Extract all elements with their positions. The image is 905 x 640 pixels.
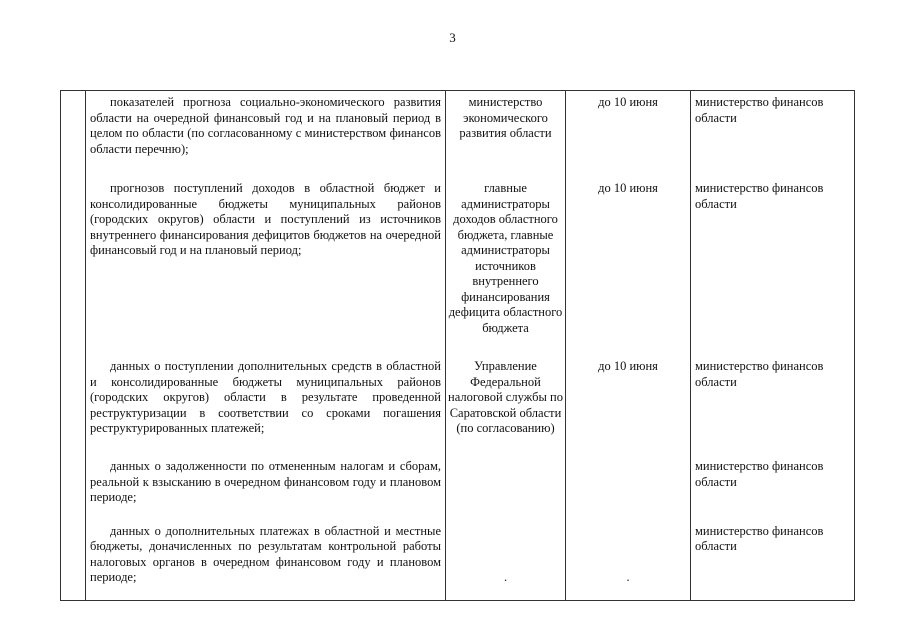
recipient-cell: министерство финансов области bbox=[695, 95, 824, 125]
deadline-cell: . bbox=[566, 520, 691, 600]
task-text: показателей прогноза социально-экономического развития области на очередной финансовый год и на плановый период в целом по области (по согласованному с министерством финансов области перечню); bbox=[90, 95, 441, 156]
executor-cell: главные администраторы доходов областного бюджета, главные администраторы источников внутреннего финансирования дефицита областного бюджета bbox=[446, 177, 566, 355]
executor-cell: . bbox=[446, 520, 566, 600]
row-number-cell bbox=[61, 520, 86, 600]
task-cell bbox=[86, 455, 446, 520]
recipient-cell: министерство финансов области bbox=[695, 359, 824, 389]
executor-cell bbox=[446, 455, 566, 520]
row-number-cell bbox=[61, 177, 86, 355]
deadline-cell: до 10 июня bbox=[566, 91, 691, 177]
task-text: данных о поступлении дополнительных средств в областной и консолидированные бюджеты муниципальных районов (городских округов) области в результате проведенной реструктуризации в соответствии со сроками погашения реструктурированных платежей; bbox=[90, 359, 441, 435]
page-number: 3 bbox=[449, 30, 456, 45]
task-cell bbox=[86, 177, 446, 355]
recipient-cell: министерство финансов области bbox=[695, 523, 824, 553]
task-cell bbox=[86, 520, 446, 600]
deadline-cell bbox=[566, 455, 691, 520]
deadline-cell: до 10 июня bbox=[566, 177, 691, 355]
schedule-table bbox=[60, 90, 855, 601]
task-text: данных о дополнительных платежах в областной и местные бюджеты, доначисленных по результатам контрольной работы налоговых органов в очередном финансовом году и плановом периоде; bbox=[90, 523, 441, 584]
row-number-cell bbox=[61, 355, 86, 455]
row-number-cell bbox=[61, 91, 86, 177]
recipient-cell: министерство финансов области bbox=[695, 459, 824, 489]
task-cell bbox=[86, 91, 446, 177]
task-text: данных о задолженности по отмененным налогам и сборам, реальной к взысканию в очередном финансовом году и плановом периоде; bbox=[90, 459, 441, 504]
task-text: прогнозов поступлений доходов в областной бюджет и консолидированные бюджеты муниципальных районов (городских округов) области и поступлений из источников внутреннего финансирования дефицитов бюджетов на очередной финансовый год и на плановый период; bbox=[90, 181, 441, 257]
recipient-cell: министерство финансов области bbox=[695, 181, 824, 211]
executor-cell: Управление Федеральной налоговой службы по Саратовской области (по согласованию) bbox=[446, 355, 566, 455]
deadline-cell: до 10 июня bbox=[566, 355, 691, 455]
task-cell bbox=[86, 355, 446, 455]
row-number-cell bbox=[61, 455, 86, 520]
executor-cell: министерство экономического развития области bbox=[446, 91, 566, 177]
